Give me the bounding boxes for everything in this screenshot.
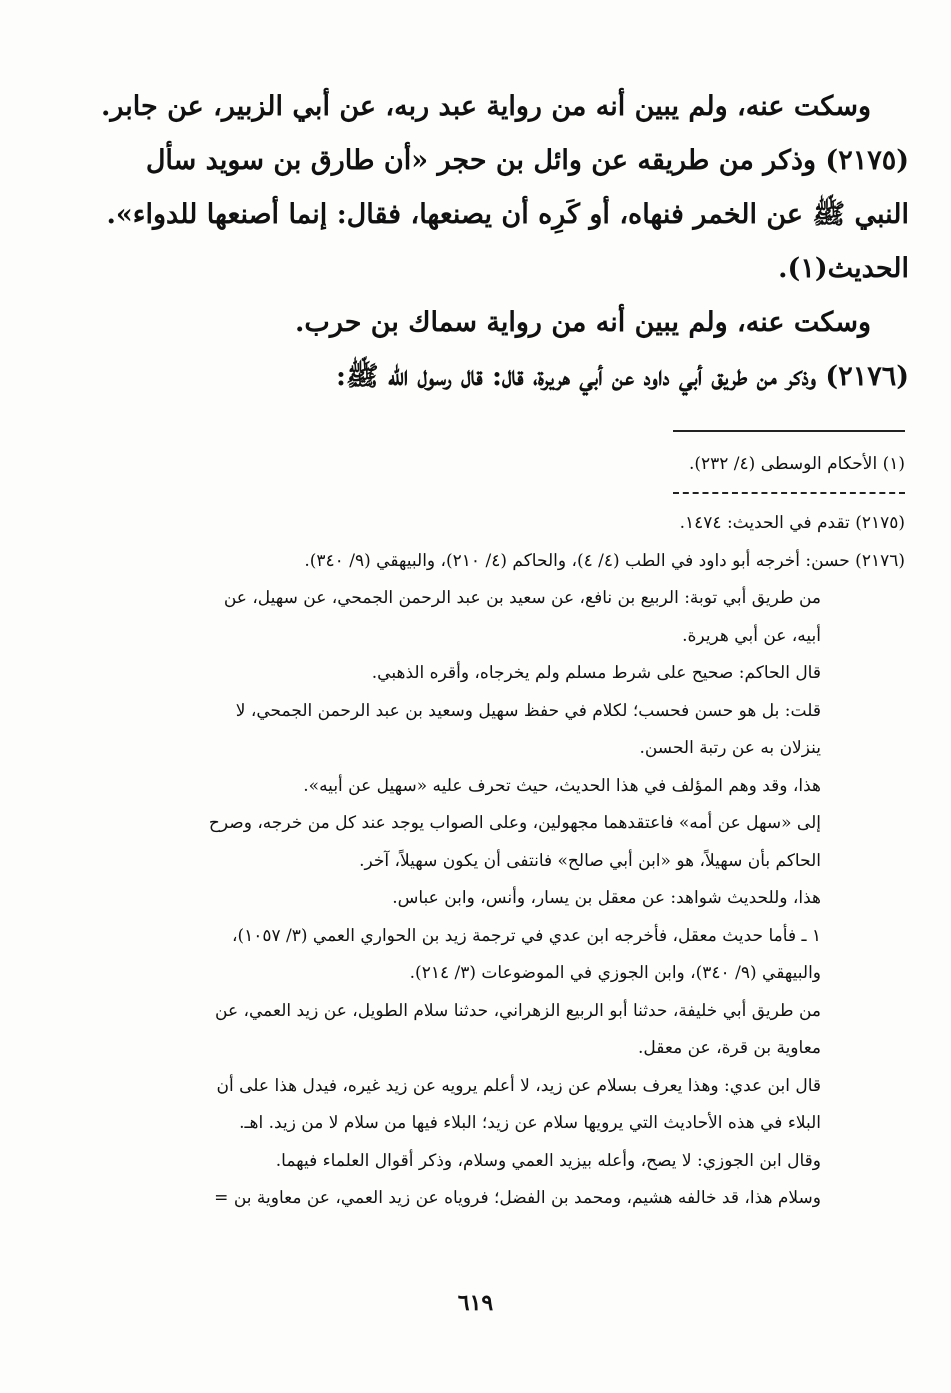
note-line: (٢١٧٦) حسن: أخرجه أبو داود في الطب (٤/ ٤)، والحاكم (٤/ ٢١٠)، والبيهقي (٩/ ٣٤٠). <box>304 550 905 571</box>
note-line: إلى «سهل عن أمه» فاعتقدهما مجهولين، وعلى الصواب يوجد عند كل من خرجه، وصرح <box>208 813 821 833</box>
note-line: قال ابن عدي: وهذا يعرف بسلام عن زيد، لا أعلم يرويه عن زيد غيره، فيدل هذا على أن <box>216 1075 821 1096</box>
footnote: (١) الأحكام الوسطى (٤/ ٢٣٢). <box>688 454 905 474</box>
note-line: وقال ابن الجوزي: لا يصح، وأعله بيزيد العمي وسلام، وذكر أقوال العلماء فيهما. <box>275 1150 821 1171</box>
takhrij-notes <box>36 505 905 1218</box>
note-line: من طريق أبي توبة: الربيع بن نافع، عن سعيد بن عبد الرحمن الجمحي، عن سهيل، عن <box>223 588 821 608</box>
notes-separator <box>673 492 905 494</box>
note-line: ينزلان به عن رتبة الحسن. <box>639 738 821 758</box>
note-line: قال الحاكم: صحيح على شرط مسلم ولم يخرجاه، وأقره الذهبي. <box>371 663 821 683</box>
note-line: هذا، وللحديث شواهد: عن معقل بن يسار، وأنس، وابن عباس. <box>392 888 821 908</box>
note-line: من طريق أبي خليفة، حدثنا أبو الربيع الزهراني، حدثنا سلام الطويل، عن زيد العمي، عن <box>215 1000 821 1021</box>
page-number: ٦١٩ <box>457 1290 494 1316</box>
main-line: (٢١٧٥) وذكر من طريقه عن وائل بن حجر «أن طارق بن سويد سأل <box>145 145 909 176</box>
main-line: (٢١٧٦) وذكر من طريق أبي داود عن أبي هريرة، قال: قال رسول الله ﷺ: <box>336 361 909 392</box>
note-line: هذا، وقد وهم المؤلف في هذا الحديث، حيث تحرف عليه «سهيل عن أبيه». <box>303 775 821 796</box>
note-line: أبيه، عن أبي هريرة. <box>682 625 821 646</box>
note-line: قلت: بل هو حسن فحسب؛ لكلام في حفظ سهيل وسعيد بن عبد الرحمن الجمحي، لا <box>235 700 821 721</box>
note-line: الحاكم بأن سهيلاً، هو «ابن أبي صالح» فانتفى أن يكون سهيلاً، آخر. <box>359 850 821 871</box>
main-line: الحديث(١). <box>778 253 909 284</box>
note-line: (٢١٧٥) تقدم في الحديث: ١٤٧٤. <box>679 513 905 533</box>
note-line: البلاء في هذه الأحاديث التي يرويها سلام عن زيد؛ البلاء فيها من سلام لا من زيد. اهـ. <box>239 1113 821 1133</box>
note-line: وسلام هذا، قد خالفه هشيم، ومحمد بن الفضل؛ فروياه عن زيد العمي، عن معاوية بن = <box>214 1188 821 1208</box>
note-line: والبيهقي (٩/ ٣٤٠)، وابن الجوزي في الموضوعات (٣/ ٢١٤). <box>409 963 821 983</box>
footnote-separator <box>673 430 905 432</box>
note-line: ١ ـ فأما حديث معقل، فأخرجه ابن عدي في ترجمة زيد بن الحواري العمي (٣/ ١٠٥٧)، <box>231 925 821 946</box>
main-line: النبي ﷺ عن الخمر فنهاه، أو كَرِه أن يصنعها، فقال: إنما أصنعها للدواء». <box>106 199 909 230</box>
note-line: معاوية بن قرة، عن معقل. <box>638 1038 821 1058</box>
main-text <box>40 80 909 404</box>
main-line: وسكت عنه، ولم يبين أنه من رواية عبد ربه، عن أبي الزبير، عن جابر. <box>100 91 871 122</box>
main-line: وسكت عنه، ولم يبين أنه من رواية سماك بن حرب. <box>295 307 871 338</box>
